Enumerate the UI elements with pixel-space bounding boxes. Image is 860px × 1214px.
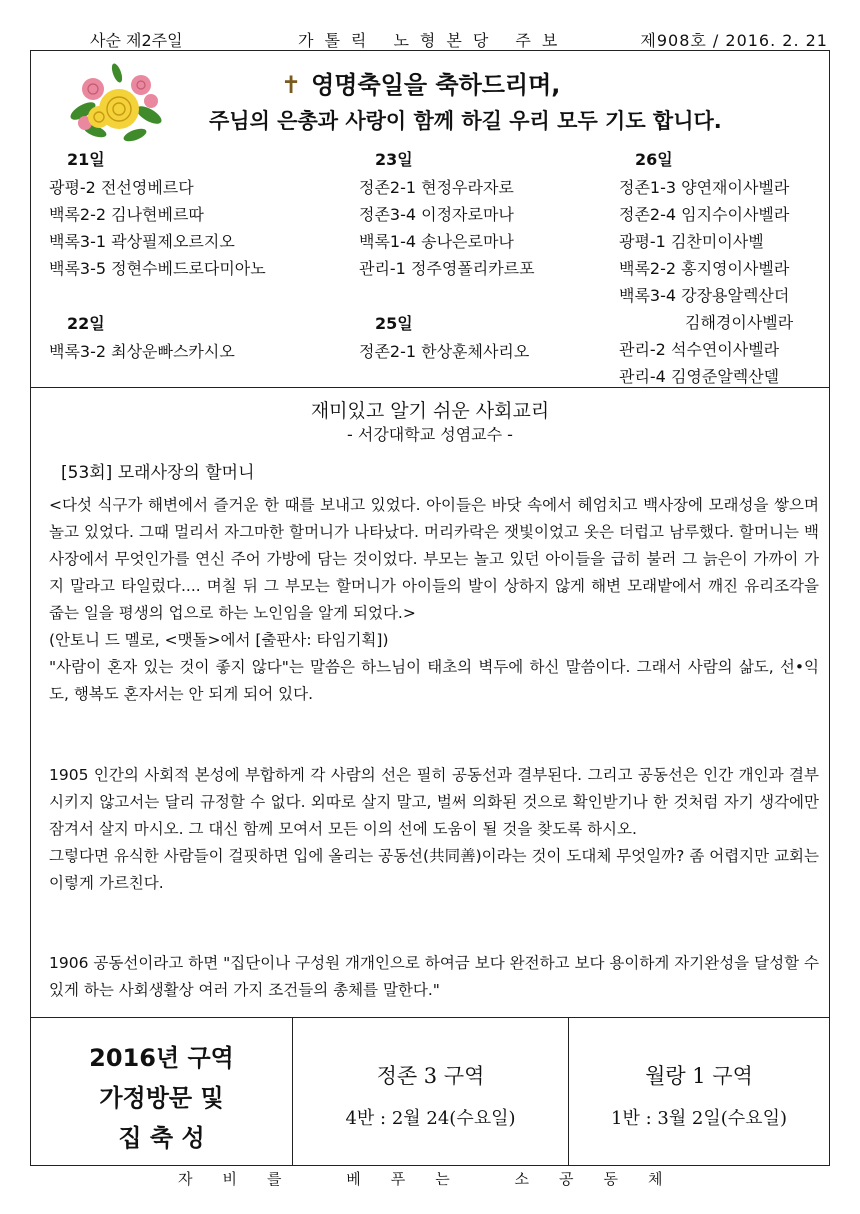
feast-entry: 백록3-2 최상운빠스카시오 (49, 342, 235, 361)
day-label-23: 23일 (375, 150, 413, 169)
greeting-line-1 (281, 65, 560, 100)
feast-entry: 관리-4 김영준알렉산델 (619, 367, 780, 386)
flower-bouquet-icon (65, 59, 169, 145)
feast-entry: 광평-1 김찬미이사벨 (619, 232, 764, 251)
commentary-text: "사람이 혼자 있는 것이 좋지 않다"는 말씀은 하느님이 태초의 벽두에 하신 말씀이다. 그래서 사람의 삶도, 선•익도, 행복도 혼자서는 안 되게 되어 있다. (49, 658, 819, 703)
zone-box-wollang (569, 1018, 829, 1166)
feast-entry: 백록3-4 강장용알렉산더 (619, 286, 790, 305)
feast-entry: 정존2-1 한상훈체사리오 (359, 342, 530, 361)
bulletin-frame (30, 50, 830, 1166)
feast-entry: 백록3-1 곽상필제오르지오 (49, 232, 235, 251)
day-label-25: 25일 (375, 314, 413, 333)
zone-date: 1반 : 3월 2일(수요일) (611, 1108, 787, 1129)
story-text: <다섯 식구가 해변에서 즐거운 한 때를 보내고 있었다. 아이들은 바닷 속에서 헤엄치고 백사장에 모래성을 쌓으며 놀고 있었다. 그때 멀리서 자그마한 할머니가 나타났다. 머리카락은 잿빛이었고 옷은 더럽고 남루했다. 할머니는 백사장에서 무엇인가를 연신 주어 가방에 담는 것이었다. 부모는 놀고 있던 아이들을 급히 불러 그 늙은이 가까이 가지 말라고 타일렀다.... 며칠 뒤 그 부모는 할머니가 아이들의 발이 상하지 않게 해변 모래밭에서 깨진 유리조각을 줍는 일을 평생의 업으로 하는 노인임을 알게 되었다.> (49, 496, 819, 622)
bulletin-header (30, 26, 830, 52)
bulletin-title: 가톨릭 노형본당 주보 (298, 31, 569, 50)
visit-heading-box (31, 1018, 293, 1166)
zone-name: 월랑 1 구역 (645, 1064, 753, 1088)
feast-entry: 백록2-2 김나현베르따 (49, 205, 204, 224)
feast-day-section (31, 51, 829, 388)
footer-motto: 자비를 베푸는 소공동체 (178, 1170, 693, 1188)
section-title: 재미있고 알기 쉬운 사회교리 (310, 400, 550, 422)
feast-entry: 정존1-3 양연재이사벨라 (619, 178, 790, 197)
greeting-line-2: 주님의 은총과 사랑이 함께 하길 우리 모두 기도 합니다. (209, 109, 722, 133)
commentary-question: 그렇다면 유식한 사람들이 걸핏하면 입에 올리는 공동선(共同善)이라는 것이 도대체 무엇일까? 좀 어렵지만 교회는 이렇게 가르친다. (49, 847, 819, 892)
feast-entry: 정존3-4 이정자로마나 (359, 205, 514, 224)
visit-heading-line-3: 집 축 성 (118, 1124, 205, 1152)
feast-entry: 김해경이사벨라 (685, 313, 794, 332)
issue-number-date: 제908호 / 2016. 2. 21 (640, 31, 828, 50)
home-visit-section (31, 1018, 829, 1166)
catechism-1905: 1905 인간의 사회적 본성에 부합하게 각 사람의 선은 필히 공동선과 결부된다. 그리고 공동선은 인간 개인과 결부시키지 않고서는 달리 규정할 수 없다. 외따로 살지 말고, 벌써 의화된 것으로 확인받기나 한 것처럼 자기 생각에만 잠겨서 살지 마시오. 그 대신 함께 모여서 모든 이의 선에 도움이 될 것을 찾도록 하시오. (49, 766, 819, 838)
article-paragraph-2 (49, 762, 819, 897)
feast-entry: 관리-1 정주영폴리카르포 (359, 259, 535, 278)
zone-box-jeongjon (293, 1018, 569, 1166)
citation: (안토니 드 멜로, <맷돌>에서 [출판사: 타임기획]) (49, 631, 389, 649)
visit-heading-line-1: 2016년 구역 (89, 1044, 234, 1072)
day-label-26: 26일 (635, 150, 673, 169)
visit-heading-line-2: 가정방문 및 (99, 1084, 224, 1112)
feast-entry: 백록3-5 정현수베드로다미아노 (49, 259, 266, 278)
day-label-21: 21일 (67, 150, 105, 169)
feast-entry: 정존2-4 임지수이사벨라 (619, 205, 790, 224)
article-paragraph-1 (49, 492, 819, 708)
cross-icon: ✝ (281, 71, 302, 99)
catechism-1906: 1906 공동선이라고 하면 "집단이나 구성원 개개인으로 하여금 보다 완전하고 보다 용이하게 자기완성을 달성할 수 있게 하는 사회생활상 여러 가지 조건들의 총체를 말한다." (49, 954, 819, 999)
feast-entry: 백록2-2 홍지영이사벨라 (619, 259, 790, 278)
feast-entry: 광평-2 전선영베르다 (49, 178, 194, 197)
bulletin-footer (30, 1166, 830, 1190)
episode-title: [53회] 모래사장의 할머니 (61, 463, 255, 483)
greeting-line-1-text: 영명축일을 축하드리며, (311, 71, 561, 99)
section-author: - 서강대학교 성염교수 - (347, 425, 513, 444)
feast-entry: 백록1-4 송나은로마나 (359, 232, 514, 251)
day-label-22: 22일 (67, 314, 105, 333)
zone-date: 4반 : 2월 24(수요일) (345, 1108, 516, 1129)
zone-name: 정존 3 구역 (376, 1064, 485, 1088)
social-doctrine-section (31, 388, 829, 1018)
feast-entry: 관리-2 석수연이사벨라 (619, 340, 780, 359)
liturgical-week: 사순 제2주일 (90, 31, 183, 50)
feast-entry: 정존2-1 현정우라자로 (359, 178, 514, 197)
